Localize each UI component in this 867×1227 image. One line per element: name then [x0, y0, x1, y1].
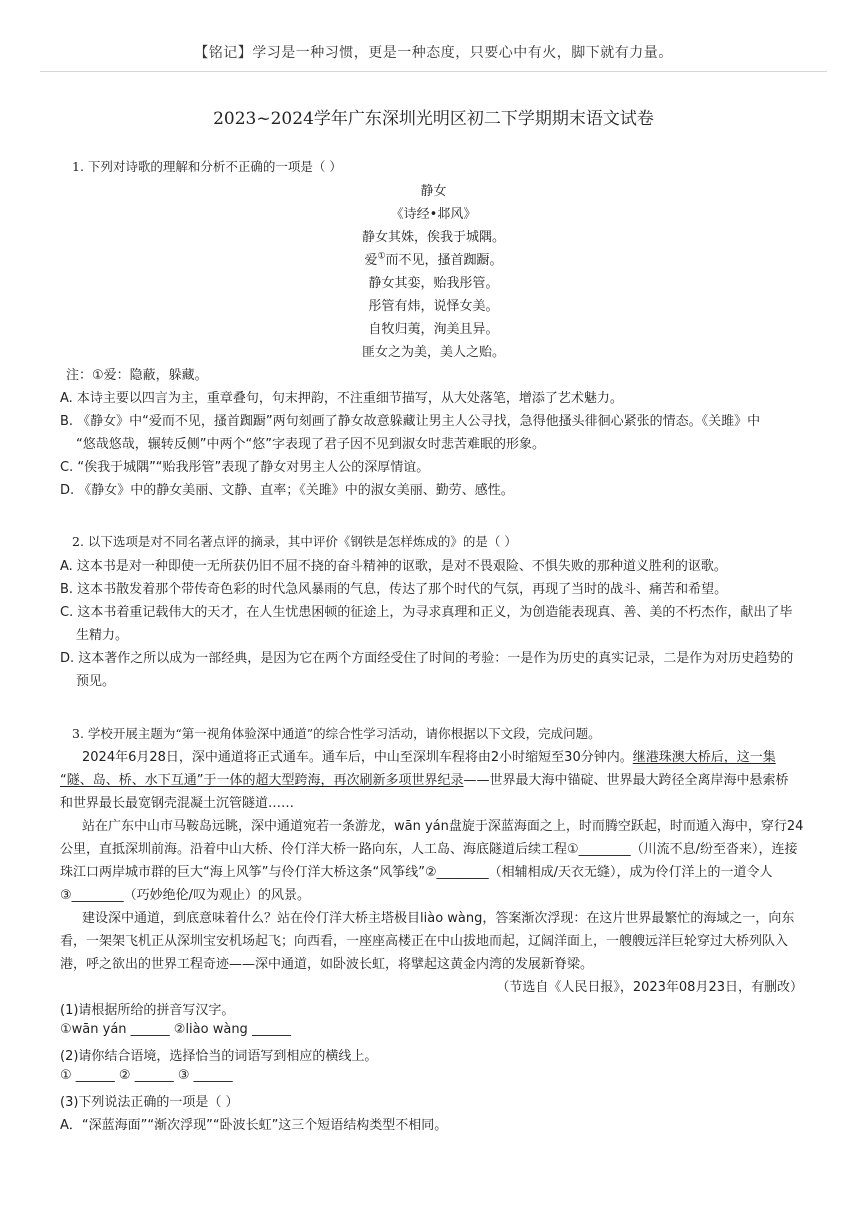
exam-title: 2023~2024学年广东深圳光明区初二下学期期末语文试卷: [213, 109, 654, 129]
poem-line-5: 自牧归荑，洵美且异。: [368, 322, 499, 337]
poem-line-6: 匪女之为美，美人之贻。: [361, 345, 505, 360]
question-3-stem: 3. 学校开展主题为“第一视角体验深中通道”的综合性学习活动，请你根据以下文段，完成问题。: [72, 726, 601, 741]
poem-line-1: 静女其姝，俟我于城隅。: [361, 230, 505, 245]
question-1-stem: 1. 下列对诗歌的理解和分析不正确的一项是（ ）: [72, 159, 342, 174]
poem-line-3: 静女其娈，贻我彤管。: [368, 276, 499, 291]
poem-footnote: 注：①爱：隐蔽，躲藏。: [66, 368, 208, 383]
passage-p3-line-2: 看，一架架飞机正从深圳宝安机场起飞；向西看，一座座高楼正在中山拔地而起，辽阔洋面上，一艘艘远洋巨轮穿过大桥列队入: [60, 934, 789, 949]
q1-option-b: B. 《静女》中“爱而不见，搔首踟蹰”两句刻画了静女故意躲藏让男主人公寻找，急得他搔头徘徊心紧张的情态。《关雎》中: [60, 414, 761, 429]
header-motto: 【铭记】学习是一种习惯，更是一种态度，只要心中有火，脚下就有力量。: [194, 45, 673, 61]
q2-option-a: A. 这本书是对一种即使一无所获仍旧不屈不挠的奋斗精神的讴歌，是对不畏艰险、不惧失败的那种道义胜利的讴歌。: [60, 559, 727, 574]
subquestion-1-blanks: ①wān yán ______ ②liào wàng ______: [60, 1022, 291, 1037]
underlined-sentence-start: 继港珠澳大桥后，这一集: [632, 750, 776, 765]
passage-p2-line-1: 站在广东中山市马鞍岛远眺，深中通道宛若一条游龙，wān yán盘旋于深蓝海面之上，时而腾空跃起，时而遁入海中，穿行24: [82, 819, 804, 834]
q1-option-a: A. 本诗主要以四言为主，重章叠句，句末押韵，不注重细节描写，从大处落笔，增添了艺术魅力。: [60, 391, 623, 406]
passage-p1-line-1: [82, 746, 776, 765]
q2-option-c-continued: 生精力。: [76, 628, 129, 643]
subquestion-2: (2)请你结合语境，选择恰当的词语写到相应的横线上。: [60, 1049, 378, 1064]
passage-p1-line-2: [60, 769, 789, 788]
q2-option-b: B. 这本书散发着那个带传奇色彩的时代急风暴雨的气息，传达了那个时代的气氛，再现了当时的战斗、痛苦和希望。: [60, 582, 728, 597]
passage-p1-records: ——世界最大海中锚碇、世界最大跨径全离岸海中悬索桥: [463, 773, 789, 788]
subquestion-3-option-a: A．“深蓝海面”“渐次浮现”“卧波长虹”这三个短语结构类型不相同。: [60, 1118, 448, 1133]
poem-line-2-start: 爱: [364, 253, 378, 268]
passage-p1-line-3: 和世界最长最宽钢壳混凝土沉管隧道……: [60, 796, 295, 811]
subquestion-1: (1)请根据所给的拼音写汉字。: [60, 1003, 235, 1018]
q2-option-c: C. 这本书着重记载伟大的天才，在人生忧患困顿的征途上，为寻求真理和正义，为创造能表现真、善、美的不朽杰作，献出了毕: [60, 605, 793, 620]
underlined-sentence-end: “隧、岛、桥、水下互通”于一体的超大型跨海，再次刷新多项世界纪录: [60, 773, 464, 788]
subquestion-3: (3)下列说法正确的一项是（ ）: [60, 1095, 239, 1110]
q1-option-b-continued: “悠哉悠哉，辗转反侧”中两个“悠”字表现了君子因不见到淑女时悲苦难眠的形象。: [76, 437, 545, 452]
poem-line-2: [0, 249, 867, 268]
passage-p2-line-4: ③________（巧妙绝伦/叹为观止）的风景。: [60, 888, 311, 903]
poem-line-2-end: 而不见，搔首踟蹰。: [385, 253, 503, 268]
q1-option-d: D. 《静女》中的静女美丽、文静、直率；《关雎》中的淑女美丽、勤劳、感性。: [60, 483, 514, 498]
passage-p3-line-1: 建设深中通道，到底意味着什么？站在伶仃洋大桥主塔极目liào wàng，答案渐次浮现：在这片世界最繁忙的海域之一，向东: [82, 911, 795, 926]
passage-p3-line-3: 港，呼之欲出的世界工程奇迹——深中通道，如卧波长虹，将擘起这黄金内湾的发展新脊梁。: [60, 957, 594, 972]
header-divider: [40, 71, 827, 72]
q1-option-c: C. “俟我于城隅”“贻我彤管”表现了静女对男主人公的深厚情谊。: [60, 460, 430, 475]
poem-line-4: 彤管有炜，说怿女美。: [368, 299, 499, 314]
passage-p2-line-3: 珠江口两岸城市群的巨大“海上风筝”与伶仃洋大桥这条“风筝线”②________（相辅相成/天衣无缝），成为伶仃洋上的一道令人: [60, 865, 773, 880]
subquestion-2-blanks: ① ______ ② ______ ③ ______: [60, 1068, 233, 1083]
passage-p2-line-2: 公里，直抵深圳前海。沿着中山大桥、伶仃洋大桥一路向东，人工岛、海底隧道后续工程①________（川流不息/纷至沓来），连接: [60, 842, 798, 857]
footnote-marker: ①: [377, 251, 386, 262]
poem-source: 《诗经•邶风》: [390, 207, 477, 222]
poem-title: 静女: [420, 184, 447, 199]
q2-option-d-continued: 预见。: [76, 674, 116, 689]
passage-p1-text: 2024年6月28日，深中通道将正式通车。通车后，中山至深圳车程将由2小时缩短至30分钟内。: [82, 750, 633, 765]
question-2-stem: 2. 以下选项是对不同名著点评的摘录，其中评价《钢铁是怎样炼成的》的是（ ）: [72, 534, 517, 549]
passage-source: （节选自《人民日报》，2023年08月23日，有删改）: [496, 980, 803, 995]
q2-option-d: D. 这本著作之所以成为一部经典，是因为它在两个方面经受住了时间的考验：一是作为历史的真实记录，二是作为对历史趋势的: [60, 651, 794, 666]
